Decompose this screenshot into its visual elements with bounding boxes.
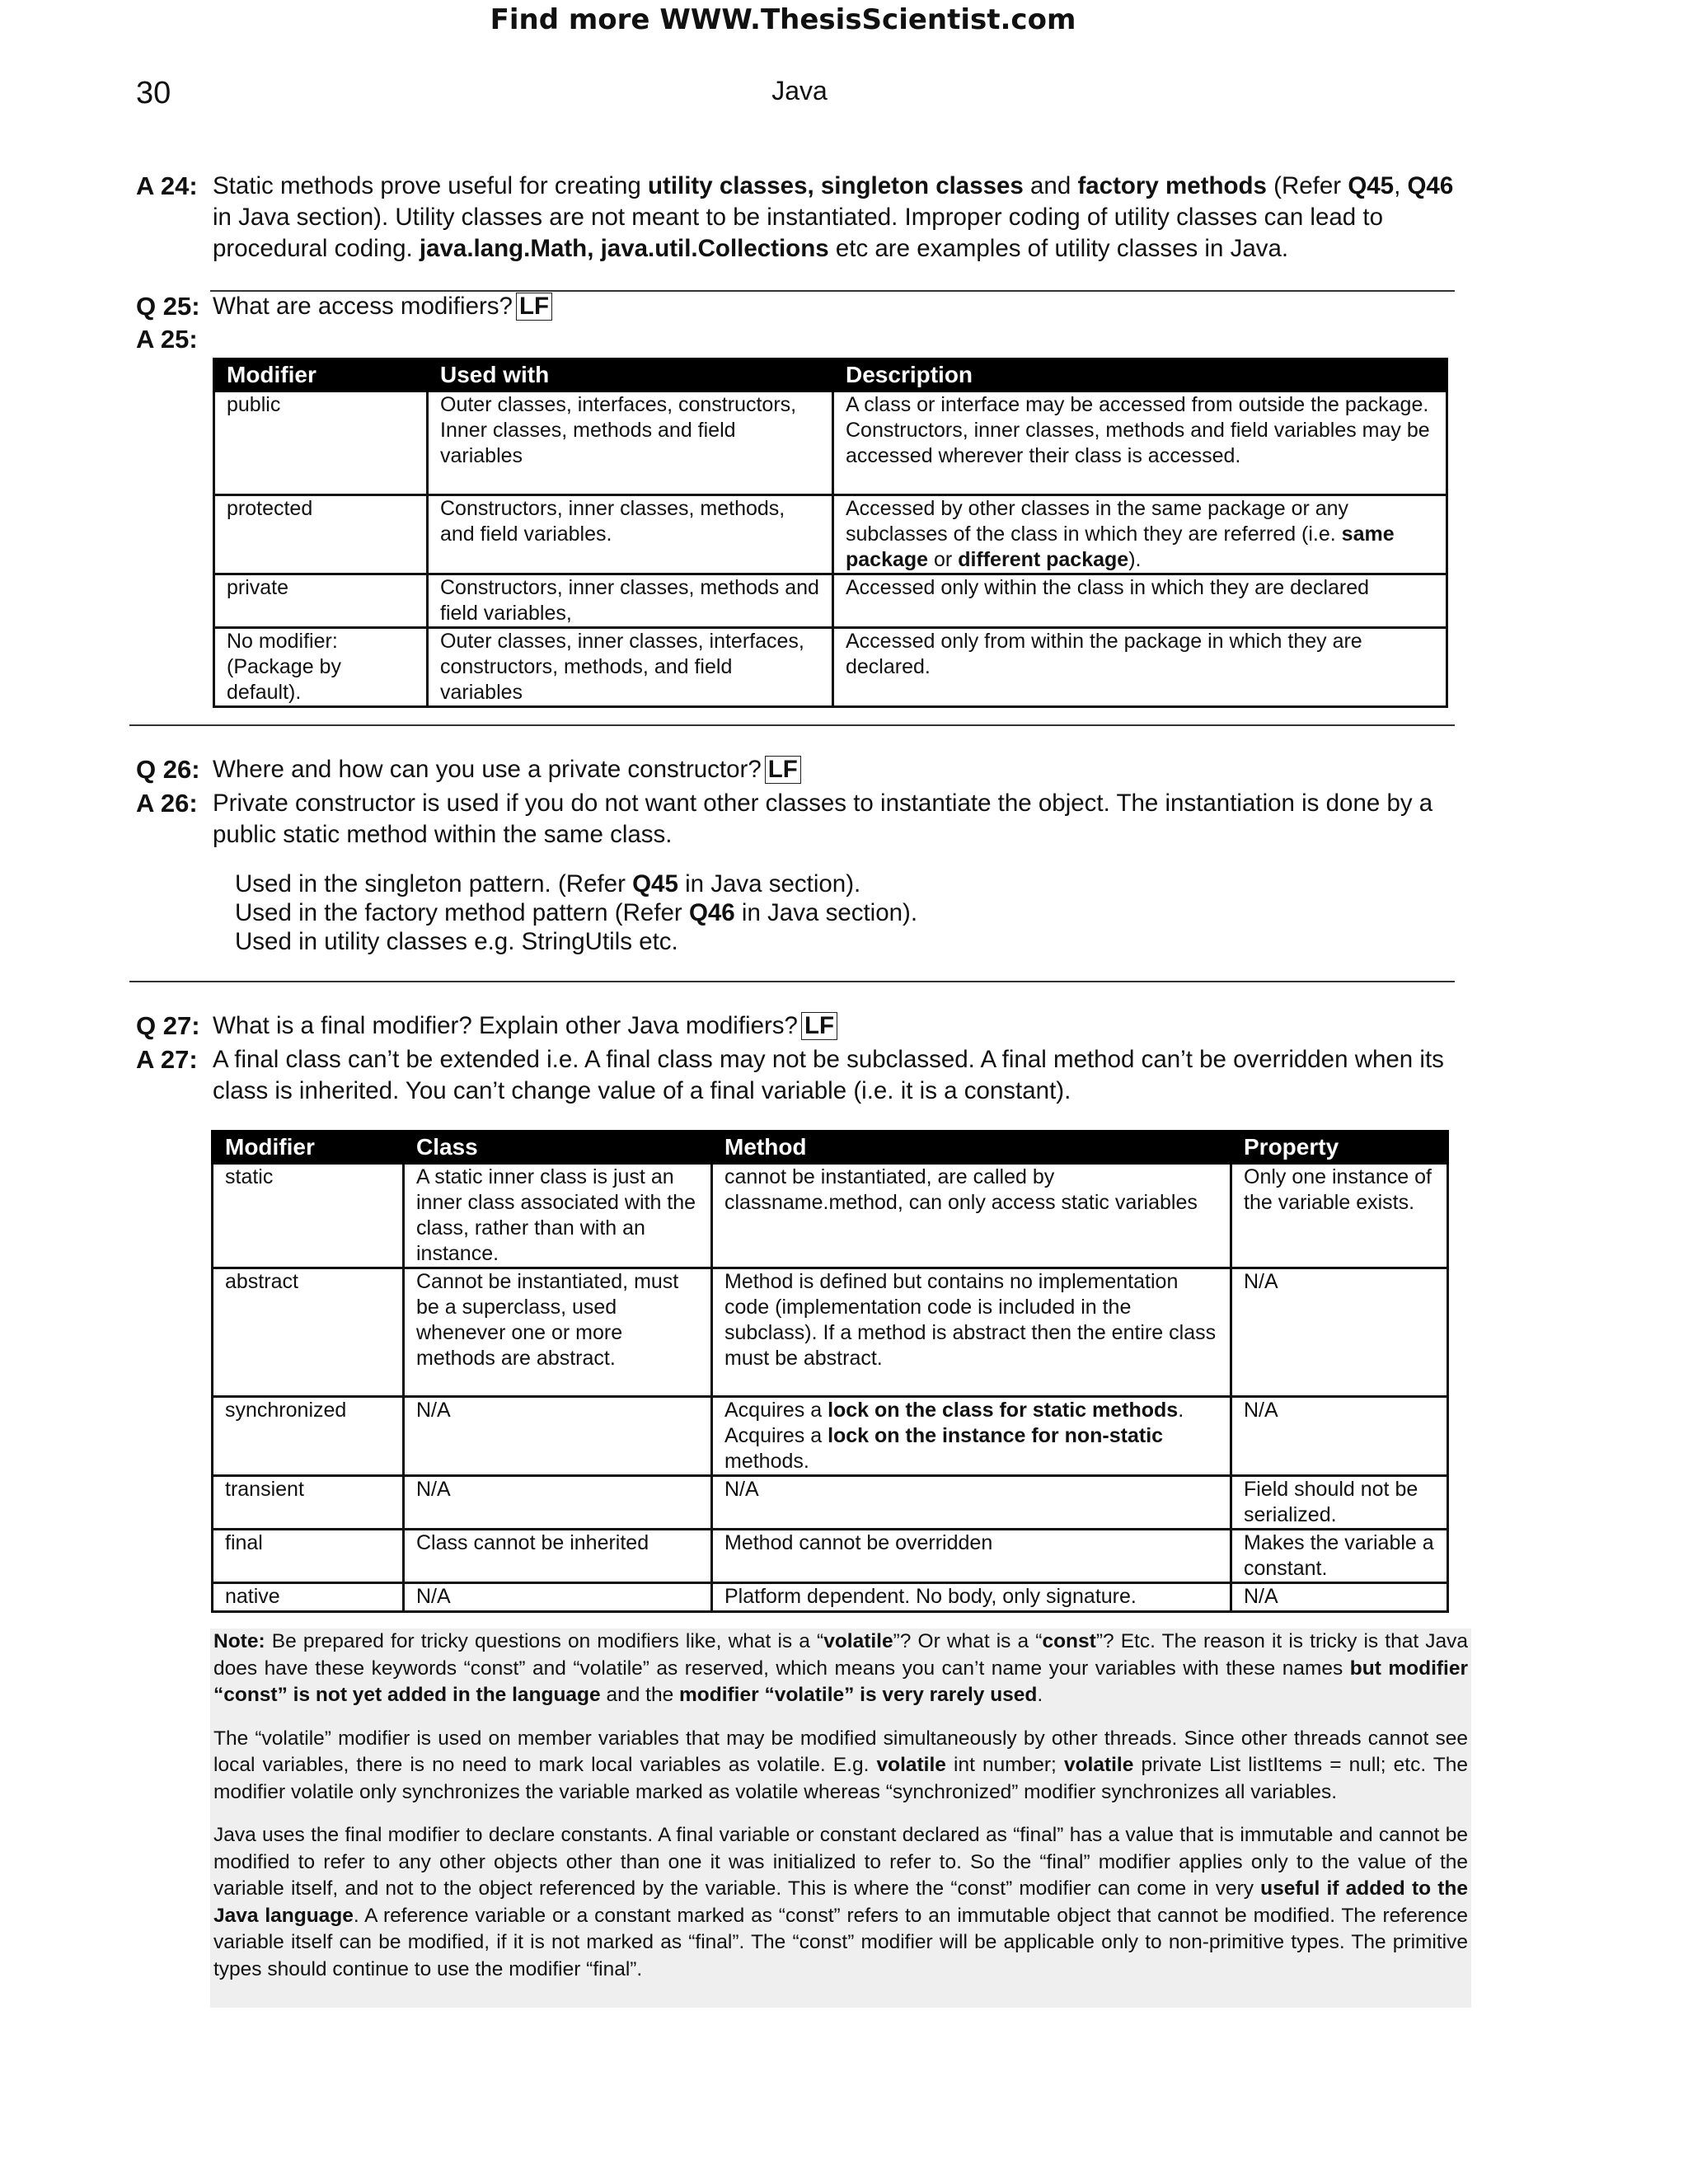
table-cell: N/A (1231, 1583, 1448, 1612)
table-row (213, 1397, 1448, 1476)
table-cell: No modifier: (Package by default). (214, 628, 428, 707)
column-header: Method (712, 1132, 1231, 1164)
table-cell: Acquires a lock on the class for static methods. Acquires a lock on the instance for non-static methods. (712, 1397, 1231, 1476)
table-cell: Constructors, inner classes, methods, and field variables. (428, 495, 833, 574)
level-tag: LF (765, 756, 801, 784)
table-row (213, 1268, 1448, 1397)
table-cell: Outer classes, interfaces, constructors, Inner classes, methods and field variables (428, 391, 833, 495)
list-item: Used in the singleton pattern. (Refer Q45 in Java section). (235, 870, 861, 898)
column-header: Class (404, 1132, 712, 1164)
question-25 (136, 291, 1467, 323)
table-row (213, 1476, 1448, 1530)
column-header: Modifier (214, 359, 428, 391)
level-tag: LF (516, 293, 552, 321)
table-cell: Cannot be instantiated, must be a superclass, used whenever one or more methods are abstract. (404, 1268, 712, 1397)
answer-label: A 24: (136, 171, 198, 200)
table-cell: Field should not be serialized. (1231, 1476, 1448, 1530)
note-paragraph: Note: Be prepared for tricky questions on modifiers like, what is a “volatile”? Or what is a “const”? Etc. The reason it is tricky is that Java does have these keywords “const” and “volatile” as reserved, which means you can’t name your variables with these names but modifier “const” is not yet added in the language and the modifier “volatile” is very rarely used. (213, 1630, 1469, 1706)
table-cell: Makes the variable a constant. (1231, 1530, 1448, 1583)
table-cell: Accessed only from within the package in which they are declared. (833, 628, 1447, 707)
table-row (213, 1164, 1448, 1268)
answer-24 (136, 171, 1467, 262)
list-item: Used in utility classes e.g. StringUtils etc. (235, 928, 678, 955)
table-cell: synchronized (213, 1397, 404, 1476)
note-paragraph: Java uses the final modifier to declare constants. A final variable or constant declared as “final” has a value that is immutable and cannot be modified to refer to any other objects other than one it was initialized to refer to. So the “final” modifier applies only to the value of the variable itself, and not to the object referenced by the variable. This is where the “const” modifier can come in very useful if added to the Java language. A reference variable or a constant marked as “const” refers to an immutable object that cannot be modified. The reference variable itself can be modified, if it is not marked as “final”. The “const” modifier will be applicable only to non-primitive types. The primitive types should continue to use the modifier “final”. (213, 1824, 1468, 1980)
table-header-row (214, 359, 1447, 391)
table-cell: Accessed by other classes in the same package or any subclasses of the class in which they are referred (i.e. same package or different package). (833, 495, 1447, 574)
column-header: Used with (428, 359, 833, 391)
question-text: What are access modifiers? (213, 293, 513, 320)
answer-26 (136, 788, 1467, 848)
table-row (213, 1583, 1448, 1612)
page-number: 30 (136, 76, 171, 110)
table-cell: Method cannot be overridden (712, 1530, 1231, 1583)
table-header-row (213, 1132, 1448, 1164)
question-label: Q 25: (136, 292, 200, 321)
table-cell: abstract (213, 1268, 404, 1397)
table-cell: public (214, 391, 428, 495)
column-header: Property (1231, 1132, 1448, 1164)
table-cell: Platform dependent. No body, only signature. (712, 1583, 1231, 1612)
answer-text: A final class can’t be extended i.e. A final class may not be subclassed. A final method can’t be overridden when its class is inherited. You can’t change value of a final variable (i.e. it is a constant). (213, 1046, 1444, 1104)
answer-text: Static methods prove useful for creating utility classes, singleton classes and factory methods (Refer Q45, Q46 in Java section). Utility classes are not meant to be instantiated. Improper coding of utility classes can lead to procedural coding. java.lang.Math, java.util.Collections etc are examples of utility classes in Java. (213, 172, 1454, 262)
table-cell: N/A (404, 1397, 712, 1476)
table-cell: N/A (1231, 1397, 1448, 1476)
answer-label: A 25: (136, 325, 198, 354)
question-text: What is a final modifier? Explain other Java modifiers? (213, 1012, 798, 1039)
table-cell: Only one instance of the variable exists. (1231, 1164, 1448, 1268)
table-cell: private (214, 574, 428, 628)
table-row (214, 495, 1447, 574)
table-row (214, 574, 1447, 628)
list-item: Used in the factory method pattern (Refer Q46 in Java section). (235, 899, 918, 926)
level-tag: LF (801, 1012, 837, 1040)
table-cell: static (213, 1164, 404, 1268)
access-modifiers-table (213, 358, 1448, 708)
table-cell: Outer classes, inner classes, interfaces, constructors, methods, and field variables (428, 628, 833, 707)
answer-label: A 26: (136, 789, 198, 818)
column-header: Modifier (213, 1132, 404, 1164)
table-cell: N/A (404, 1583, 712, 1612)
table-row (213, 1530, 1448, 1583)
question-text: Where and how can you use a private constructor? (213, 756, 762, 783)
question-label: Q 26: (136, 755, 200, 784)
table-cell: N/A (1231, 1268, 1448, 1397)
question-27 (136, 1010, 1467, 1043)
note-box (210, 1629, 1471, 2008)
column-header: Description (833, 359, 1447, 391)
private-constructor-uses (235, 869, 917, 956)
answer-27 (136, 1044, 1467, 1104)
table-cell: A static inner class is just an inner class associated with the class, rather than with an instance. (404, 1164, 712, 1268)
question-label: Q 27: (136, 1011, 200, 1040)
table-cell: final (213, 1530, 404, 1583)
table-cell: cannot be instantiated, are called by classname.method, can only access static variables (712, 1164, 1231, 1268)
table-cell: transient (213, 1476, 404, 1530)
java-modifiers-table (211, 1130, 1449, 1613)
table-cell: Accessed only within the class in which they are declared (833, 574, 1447, 628)
table-cell: Method is defined but contains no implementation code (implementation code is included in the subclass). If a method is abstract then the entire class must be abstract. (712, 1268, 1231, 1397)
table-row (214, 391, 1447, 495)
answer-25 (136, 324, 1467, 356)
section-divider (129, 981, 1455, 982)
table-cell: N/A (712, 1476, 1231, 1530)
site-banner: Find more WWW.ThesisScientist.com (490, 3, 1076, 36)
running-head: Java (771, 76, 828, 105)
section-divider (129, 724, 1455, 726)
table-cell: native (213, 1583, 404, 1612)
table-cell: Constructors, inner classes, methods and field variables, (428, 574, 833, 628)
table-cell: Class cannot be inherited (404, 1530, 712, 1583)
answer-text: Private constructor is used if you do not want other classes to instantiate the object. The instantiation is done by a public static method within the same class. (213, 790, 1433, 848)
question-26 (136, 754, 1467, 786)
table-cell: A class or interface may be accessed from outside the package. Constructors, inner classes, methods and field variables may be accessed wherever their class is accessed. (833, 391, 1447, 495)
answer-label: A 27: (136, 1045, 198, 1074)
table-cell: protected (214, 495, 428, 574)
table-row (214, 628, 1447, 707)
note-paragraph: The “volatile” modifier is used on member variables that may be modified simultaneously by other threads. Since other threads cannot see local variables, there is no need to mark local variables as volatile. E.g. volatile int number; volatile private List listItems = null; etc. The modifier volatile only synchronizes the variable marked as volatile whereas “synchronized” modifier synchronizes all variables. (213, 1727, 1468, 1803)
table-cell: N/A (404, 1476, 712, 1530)
